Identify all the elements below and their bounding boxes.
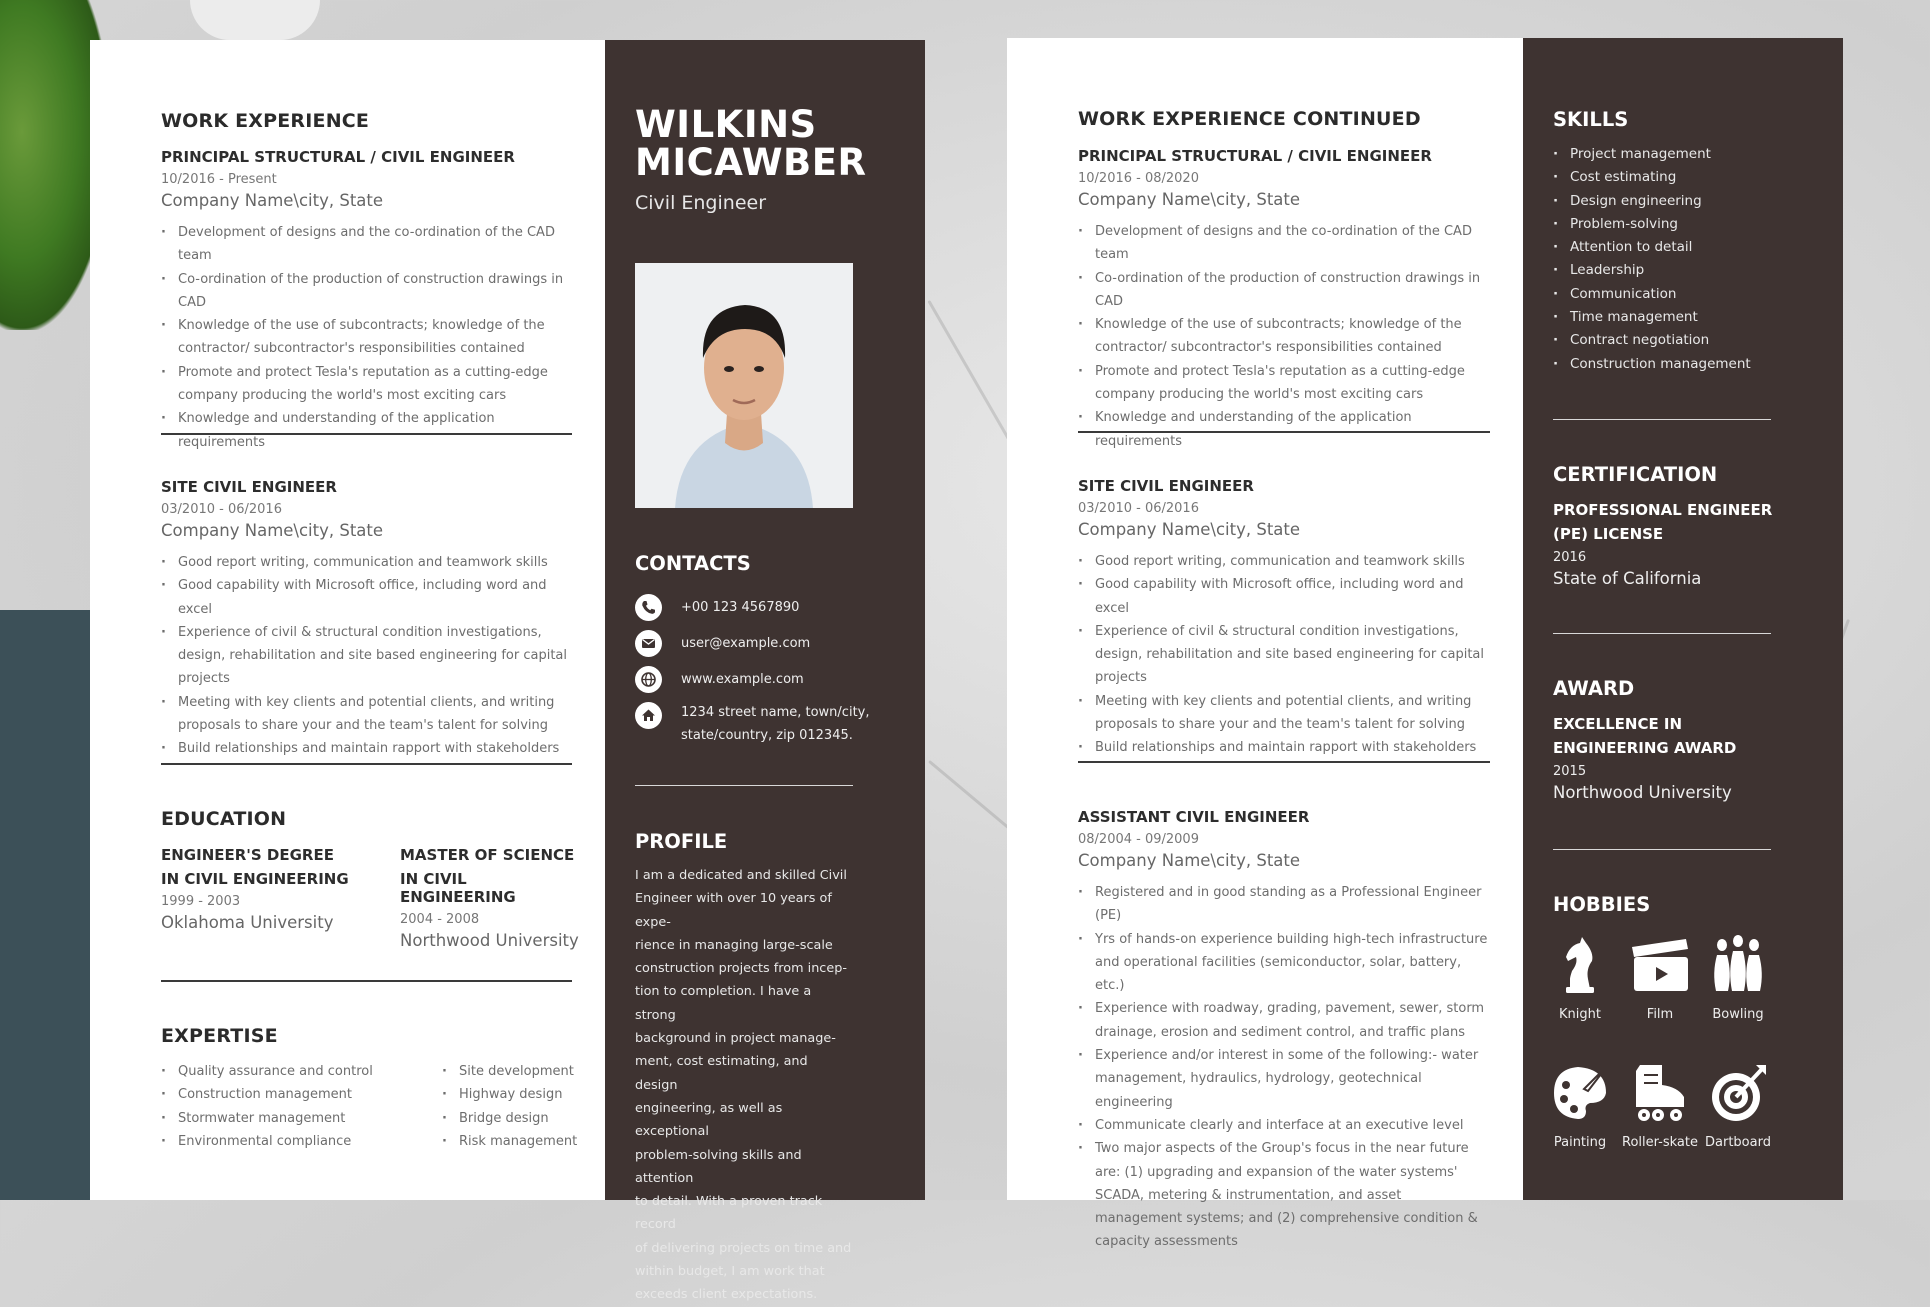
divider: [161, 433, 572, 435]
cert-title: (PE) LICENSE: [1553, 525, 1664, 543]
hobby-item: [1537, 933, 1623, 1022]
profile-text: [635, 864, 853, 1307]
profile-line: background in project manage-: [635, 1031, 836, 1047]
list-item: · Promote and protect Tesla's reputation as a cutting-edge company producing the world's most exciting cars: [1078, 360, 1490, 407]
section-heading-award: AWARD: [1553, 677, 1635, 700]
profile-line: construction projects from incep-: [635, 961, 847, 977]
divider: [635, 785, 853, 786]
contact-address: [681, 701, 870, 747]
address-line: state/country, zip 012345.: [681, 728, 853, 743]
section-heading-profile: PROFILE: [635, 830, 728, 853]
job-company: Company Name\city, State: [1078, 520, 1301, 539]
hobby-label: Knight: [1559, 1007, 1601, 1022]
profile-line: to detail. With a proven track record: [635, 1194, 823, 1233]
list-item: · Contract negotiation: [1553, 329, 1773, 352]
job-entry: [1078, 477, 1490, 760]
email-icon: [635, 630, 662, 657]
list-item: · Attention to detail: [1553, 236, 1773, 259]
cert-place: State of California: [1553, 569, 1702, 588]
list-item: · Environmental compliance: [161, 1130, 421, 1153]
cert-year: 2016: [1553, 550, 1587, 565]
background-flower: [190, 0, 320, 40]
divider: [1078, 761, 1490, 763]
job-date: 03/2010 - 06/2016: [1078, 501, 1199, 516]
profile-line: ment, cost estimating, and design: [635, 1054, 808, 1093]
dartboard-icon: [1706, 1061, 1770, 1125]
job-company: Company Name\city, State: [161, 521, 384, 540]
list-item: · Design engineering: [1553, 190, 1773, 213]
hobby-label: Painting: [1553, 1135, 1607, 1150]
list-item: · Cost estimating: [1553, 166, 1773, 189]
list-item: · Leadership: [1553, 259, 1773, 282]
profile-line: I am a dedicated and skilled Civil: [635, 868, 847, 883]
job-role: Civil Engineer: [635, 192, 767, 214]
job-entry: [161, 148, 573, 454]
certification-entry: [1553, 501, 1773, 588]
list-item: · Meeting with key clients and potential clients, and writing proposals to share your and the team's talent for solving: [161, 691, 573, 738]
job-entry: [161, 478, 573, 761]
list-item: · Build relationships and maintain rapport with stakeholders: [161, 737, 573, 760]
home-icon: [635, 702, 662, 729]
list-item: · Experience and/or interest in some of the following:- water management, hydraulics, hydrology, geotechnical engineering: [1078, 1044, 1490, 1114]
profile-line: of delivering projects on time and: [635, 1240, 852, 1256]
profile-line: within budget, I am work that: [635, 1264, 825, 1280]
job-title: ASSISTANT CIVIL ENGINEER: [1078, 808, 1310, 826]
section-heading-certification: CERTIFICATION: [1553, 463, 1718, 486]
hobby-label: Bowling: [1712, 1007, 1764, 1022]
hobby-label: Roller-skate: [1622, 1135, 1698, 1150]
list-item: · Knowledge of the use of subcontracts; knowledge of the contractor/ subcontractor's responsibilities contained: [161, 314, 573, 361]
section-heading-hobbies: HOBBIES: [1553, 893, 1651, 916]
degree-line: IN CIVIL ENGINEERING: [400, 870, 516, 906]
list-item: · Co-ordination of the production of construction drawings in CAD: [1078, 267, 1490, 314]
person-portrait: [635, 263, 853, 508]
divider: [161, 763, 572, 765]
award-entry: [1553, 715, 1773, 802]
section-heading-work-continued: WORK EXPERIENCE CONTINUED: [1078, 108, 1421, 130]
list-item: · Construction management: [1553, 353, 1773, 376]
list-item: · Site development: [442, 1060, 582, 1083]
divider: [1553, 633, 1771, 634]
list-item: · Construction management: [161, 1083, 421, 1106]
education-school: Northwood University: [400, 931, 579, 950]
award-place: Northwood University: [1553, 783, 1732, 802]
profile-line: tion to completion. I have a strong: [635, 984, 812, 1023]
education-entry: [400, 846, 580, 950]
list-item: · Communicate clearly and interface at an executive level: [1078, 1114, 1490, 1137]
award-title: ENGINEERING AWARD: [1553, 739, 1737, 757]
list-item: · Development of designs and the co-ordination of the CAD team: [1078, 220, 1490, 267]
list-item: · Communication: [1553, 283, 1773, 306]
degree-line: IN CIVIL ENGINEERING: [161, 870, 349, 888]
first-name: WILKINS: [635, 103, 817, 146]
expertise-list: [442, 1060, 582, 1153]
address-line: 1234 street name, town/city,: [681, 705, 870, 720]
list-item: · Knowledge of the use of subcontracts; knowledge of the contractor/ subcontractor's responsibilities contained: [1078, 313, 1490, 360]
paint-palette-icon: [1548, 1061, 1612, 1125]
hobby-item: [1537, 1061, 1623, 1150]
award-year: 2015: [1553, 764, 1587, 779]
list-item: · Experience with roadway, grading, pavement, sewer, storm drainage, erosion and sediment control, and traffic plans: [1078, 997, 1490, 1044]
hobby-item: [1695, 933, 1781, 1022]
hobby-item: [1617, 1061, 1703, 1150]
section-heading-skills: SKILLS: [1553, 108, 1629, 131]
education-school: Oklahoma University: [161, 913, 334, 932]
roller-skate-icon: [1628, 1061, 1692, 1125]
education-years: 2004 - 2008: [400, 912, 480, 927]
list-item: · Stormwater management: [161, 1107, 421, 1130]
award-title: EXCELLENCE IN: [1553, 715, 1683, 733]
list-item: · Good report writing, communication and teamwork skills: [1078, 550, 1490, 573]
name-heading: [635, 103, 867, 184]
list-item: · Problem-solving: [1553, 213, 1773, 236]
job-company: Company Name\city, State: [1078, 851, 1301, 870]
section-heading-contacts: CONTACTS: [635, 552, 751, 575]
job-title: SITE CIVIL ENGINEER: [1078, 477, 1254, 495]
divider: [1078, 431, 1490, 433]
bowling-pins-icon: [1706, 933, 1770, 997]
list-item: · Time management: [1553, 306, 1773, 329]
job-entry: [1078, 808, 1490, 1254]
list-item: · Experience of civil & structural condition investigations, design, rehabilitation and site based engineering for capital projects: [1078, 620, 1490, 690]
list-item: · Good capability with Microsoft office, including word and excel: [1078, 573, 1490, 620]
profile-line: problem-solving skills and attention: [635, 1147, 802, 1186]
hobby-item: [1617, 933, 1703, 1022]
job-title: SITE CIVIL ENGINEER: [161, 478, 337, 496]
list-item: · Good capability with Microsoft office, including word and excel: [161, 574, 573, 621]
divider: [161, 980, 572, 982]
education-entry: [161, 846, 371, 932]
background-vase: [0, 610, 95, 1200]
expertise-list: [161, 1060, 421, 1153]
list-item: · Two major aspects of the Group's focus in the near future are: (1) upgrading and expansion of the water systems' SCADA, metering & instrumentation, and asset management systems; and (2) comprehensive condition & capacity assessments: [1078, 1137, 1490, 1253]
list-item: · Registered and in good standing as a Professional Engineer (PE): [1078, 881, 1490, 928]
degree-line: ENGINEER'S DEGREE: [161, 846, 334, 864]
phone-icon: [635, 594, 662, 621]
profile-line: Engineer with over 10 years of expe-: [635, 891, 832, 930]
job-date: 10/2016 - Present: [161, 172, 277, 187]
section-heading-work: WORK EXPERIENCE: [161, 110, 370, 132]
globe-icon: [635, 666, 662, 693]
profile-photo: [635, 263, 853, 508]
job-title: PRINCIPAL STRUCTURAL / CIVIL ENGINEER: [161, 148, 515, 166]
list-item: · Yrs of hands-on experience building high-tech infrastructure and operational facilities (semiconductor, solar, battery, etc.): [1078, 928, 1490, 998]
film-clapper-icon: [1628, 933, 1692, 997]
cert-title: PROFESSIONAL ENGINEER: [1553, 501, 1773, 519]
job-title: PRINCIPAL STRUCTURAL / CIVIL ENGINEER: [1078, 147, 1432, 165]
list-item: · Promote and protect Tesla's reputation as a cutting-edge company producing the world's most exciting cars: [161, 361, 573, 408]
list-item: · Knowledge and understanding of the application requirements: [1078, 406, 1490, 453]
contact-phone: +00 123 4567890: [681, 600, 800, 615]
education-years: 1999 - 2003: [161, 894, 241, 909]
hobby-label: Film: [1646, 1007, 1674, 1022]
divider: [1553, 849, 1771, 850]
contact-website: www.example.com: [681, 672, 804, 687]
job-date: 08/2004 - 09/2009: [1078, 832, 1199, 847]
last-name: MICAWBER: [635, 141, 867, 184]
marble-vein: [927, 300, 1010, 440]
degree-line: MASTER OF SCIENCE: [400, 846, 575, 864]
contact-email: user@example.com: [681, 636, 811, 651]
hobby-item: [1695, 1061, 1781, 1150]
divider: [1553, 419, 1771, 420]
list-item: · Meeting with key clients and potential clients, and writing proposals to share your and the team's talent for solving: [1078, 690, 1490, 737]
list-item: · Development of designs and the co-ordination of the CAD team: [161, 221, 573, 268]
job-entry: [1078, 147, 1490, 453]
job-company: Company Name\city, State: [161, 191, 384, 210]
list-item: · Project management: [1553, 143, 1773, 166]
section-heading-education: EDUCATION: [161, 808, 287, 830]
list-item: · Highway design: [442, 1083, 582, 1106]
job-company: Company Name\city, State: [1078, 190, 1301, 209]
job-date: 10/2016 - 08/2020: [1078, 171, 1199, 186]
hobby-label: Dartboard: [1705, 1135, 1771, 1150]
list-item: · Risk management: [442, 1130, 582, 1153]
job-date: 03/2010 - 06/2016: [161, 502, 282, 517]
list-item: · Co-ordination of the production of construction drawings in CAD: [161, 268, 573, 315]
chess-knight-icon: [1556, 933, 1604, 997]
skills-list: [1553, 143, 1773, 376]
list-item: · Quality assurance and control: [161, 1060, 421, 1083]
list-item: · Experience of civil & structural condition investigations, design, rehabilitation and site based engineering for capital projects: [161, 621, 573, 691]
list-item: · Bridge design: [442, 1107, 582, 1130]
profile-line: engineering, as well as exceptional: [635, 1100, 783, 1140]
section-heading-expertise: EXPERTISE: [161, 1025, 278, 1047]
profile-line: exceeds client expectations.: [635, 1287, 818, 1303]
list-item: · Good report writing, communication and teamwork skills: [161, 551, 573, 574]
list-item: · Build relationships and maintain rapport with stakeholders: [1078, 736, 1490, 759]
profile-line: rience in managing large-scale: [635, 937, 833, 953]
list-item: · Knowledge and understanding of the application requirements: [161, 407, 573, 454]
